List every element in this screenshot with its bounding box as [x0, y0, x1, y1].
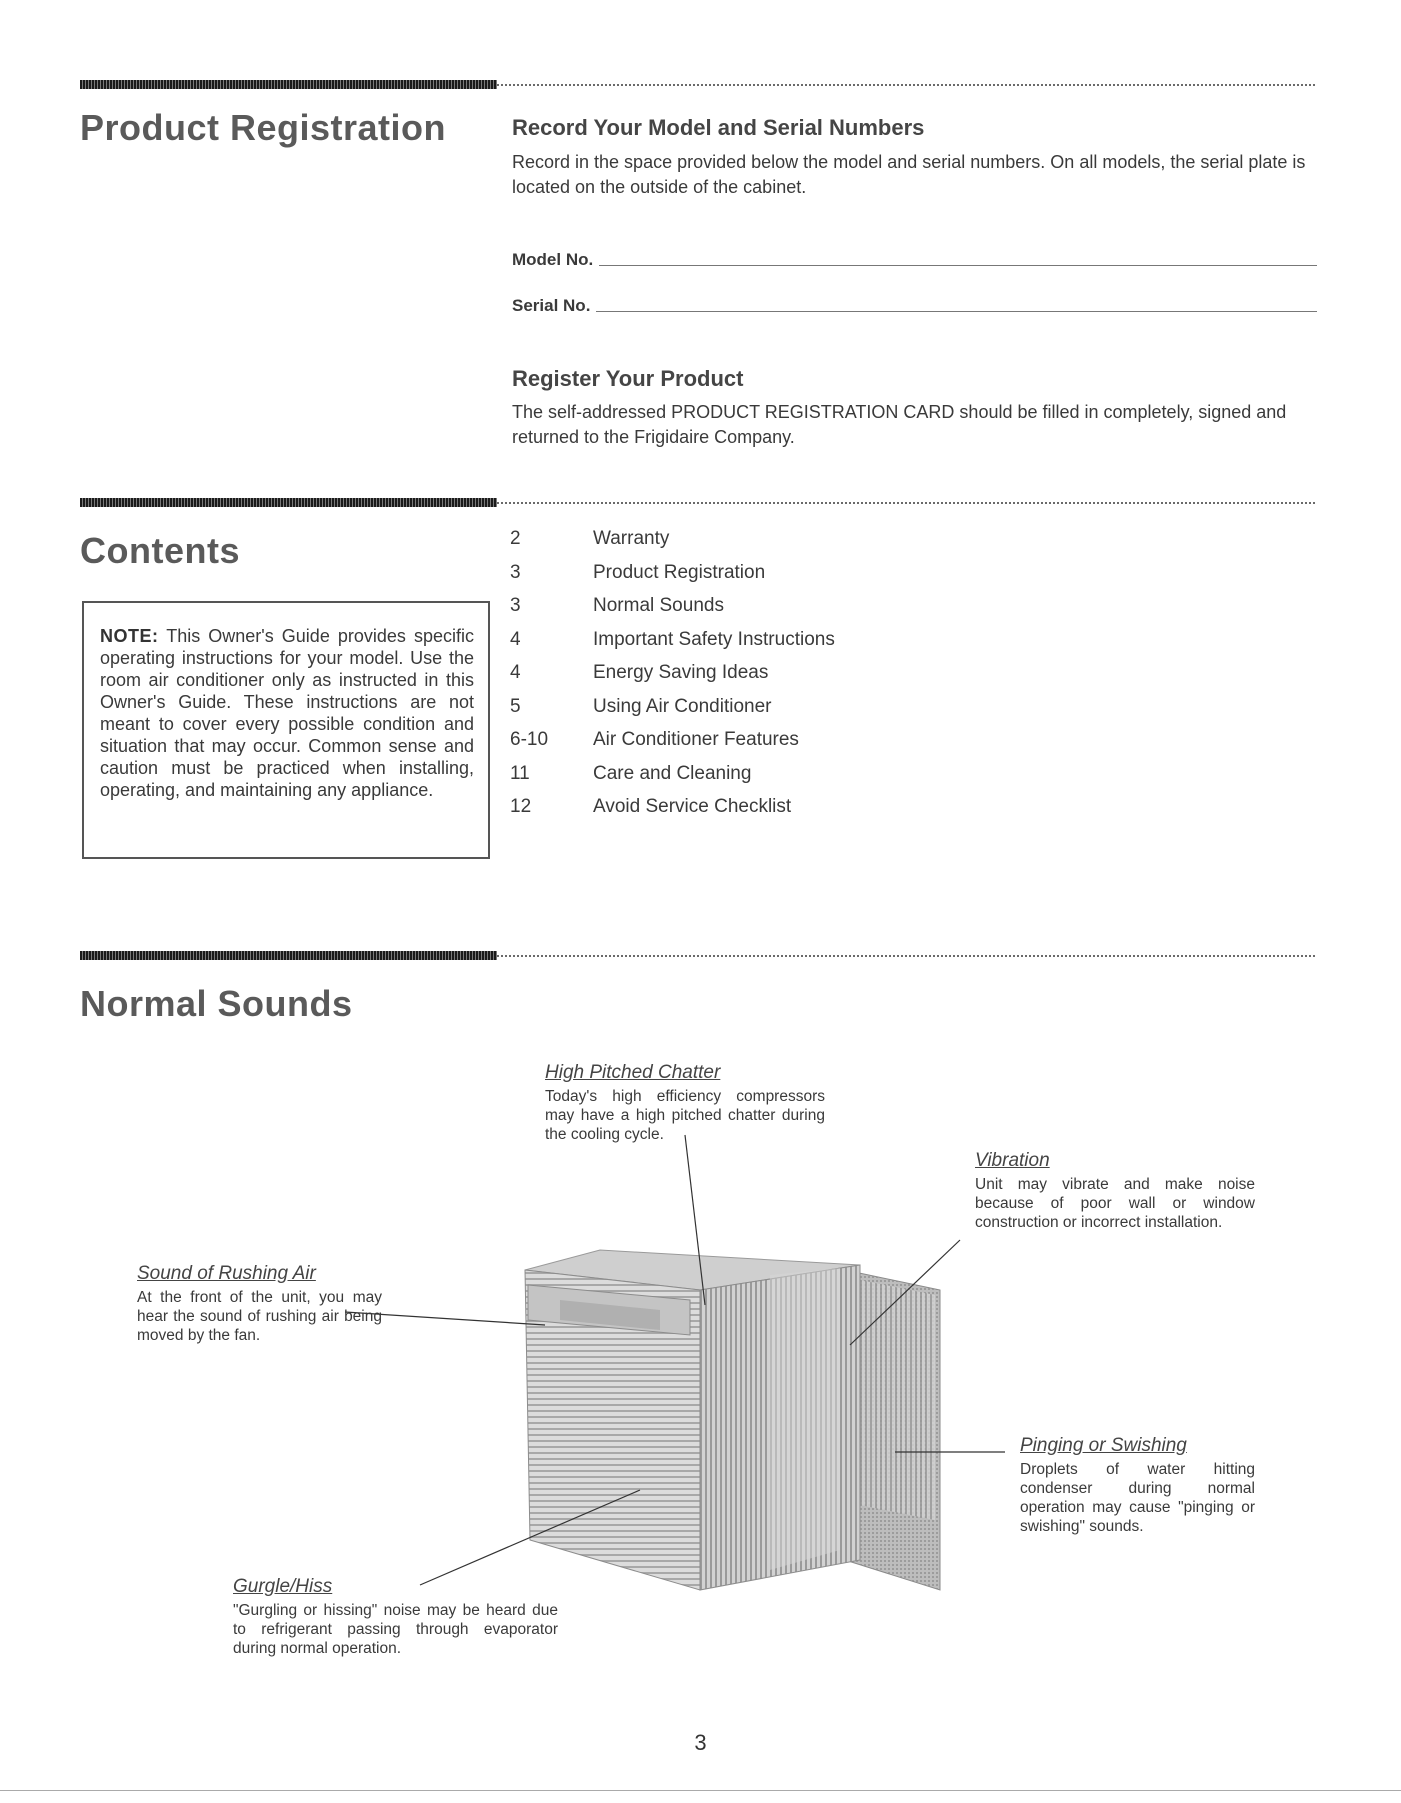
section-rule-thin — [497, 955, 1315, 957]
callout-title: Pinging or Swishing — [1020, 1435, 1187, 1456]
toc-page: 4 — [510, 628, 521, 650]
callout-gurgle-hiss — [233, 1576, 558, 1658]
callout-rushing-air — [137, 1263, 382, 1345]
table-of-contents — [510, 528, 835, 830]
toc-label: Air Conditioner Features — [593, 729, 799, 750]
toc-item[interactable] — [510, 528, 835, 562]
record-heading: Record Your Model and Serial Numbers — [512, 115, 925, 140]
section-rule-thick — [80, 951, 497, 960]
bottom-divider — [0, 1790, 1401, 1791]
note-box — [82, 601, 490, 859]
toc-page: 5 — [510, 695, 521, 717]
toc-item[interactable] — [510, 763, 835, 797]
contents-title: Contents — [80, 530, 240, 571]
toc-label: Important Safety Instructions — [593, 628, 835, 650]
toc-label: Using Air Conditioner — [593, 695, 772, 717]
callout-high-pitched-chatter — [545, 1062, 825, 1144]
toc-page: 11 — [510, 762, 530, 784]
toc-page: 3 — [510, 595, 521, 616]
note-text: This Owner's Guide provides specific operating instructions for your model. Use the room air conditioner only as instructed in this Owner's Guide. These instructions are not meant to cover every possible condition and situation that may occur. Common sense and caution must be practiced when installing, operating, and maintaining any appliance. — [100, 626, 474, 800]
toc-item[interactable] — [510, 662, 835, 696]
product-registration-title: Product Registration — [80, 107, 447, 148]
model-number-line[interactable] — [599, 264, 1317, 266]
note-label: NOTE: — [100, 626, 159, 646]
model-number-label: Model No. — [512, 250, 594, 269]
toc-item[interactable] — [510, 796, 835, 830]
section-rule-thick — [80, 80, 497, 89]
normal-sounds-title: Normal Sounds — [80, 983, 353, 1024]
section-rule-thin — [497, 84, 1315, 86]
section-rule-thin — [497, 502, 1315, 504]
callout-text: "Gurgling or hissing" noise may be heard due to refrigerant passing through evaporator during normal operation. — [233, 1602, 558, 1657]
callout-pinging-swishing — [1020, 1435, 1255, 1536]
record-text: Record in the space provided below the model and serial numbers. On all models, the serial plate is located on the outside of the cabinet. — [512, 152, 1306, 197]
toc-label: Care and Cleaning — [593, 762, 752, 784]
toc-label: Product Registration — [593, 561, 766, 583]
toc-label: Normal Sounds — [593, 595, 724, 616]
callout-text: Droplets of water hitting condenser during normal operation may cause "pinging or swishing" sounds. — [1020, 1461, 1255, 1535]
callout-text: At the front of the unit, you may hear the sound of rushing air being moved by the fan. — [137, 1289, 382, 1344]
toc-page: 2 — [510, 528, 521, 549]
section-rule-thick — [80, 498, 497, 507]
callout-title: Sound of Rushing Air — [137, 1263, 316, 1284]
toc-item[interactable] — [510, 729, 835, 763]
toc-page: 3 — [510, 561, 521, 583]
callout-vibration — [975, 1150, 1255, 1232]
callout-text: Today's high efficiency compressors may have a high pitched chatter during the cooling cycle. — [545, 1088, 825, 1143]
toc-page: 4 — [510, 662, 521, 683]
toc-label: Avoid Service Checklist — [593, 796, 792, 817]
serial-number-line[interactable] — [596, 310, 1317, 312]
callout-title: Gurgle/Hiss — [233, 1576, 333, 1597]
toc-page: 12 — [510, 796, 532, 817]
toc-label: Energy Saving Ideas — [593, 662, 769, 683]
toc-item[interactable] — [510, 562, 835, 596]
serial-number-label: Serial No. — [512, 296, 591, 315]
toc-label: Warranty — [593, 528, 670, 549]
toc-item[interactable] — [510, 696, 835, 730]
toc-item[interactable] — [510, 595, 835, 629]
callout-text: Unit may vibrate and make noise because of poor wall or window construction or incorrect installation. — [975, 1176, 1255, 1231]
callout-title: High Pitched Chatter — [545, 1062, 721, 1083]
page-number: 3 — [694, 1730, 707, 1755]
register-heading: Register Your Product — [512, 366, 744, 391]
serial-number-field[interactable] — [512, 290, 1317, 316]
model-number-field[interactable] — [512, 244, 1317, 270]
toc-page: 6-10 — [510, 729, 549, 750]
register-text: The self-addressed PRODUCT REGISTRATION CARD should be filled in completely, signed and returned to the Frigidaire Company. — [512, 402, 1287, 447]
callout-title: Vibration — [975, 1150, 1050, 1171]
toc-item[interactable] — [510, 629, 835, 663]
